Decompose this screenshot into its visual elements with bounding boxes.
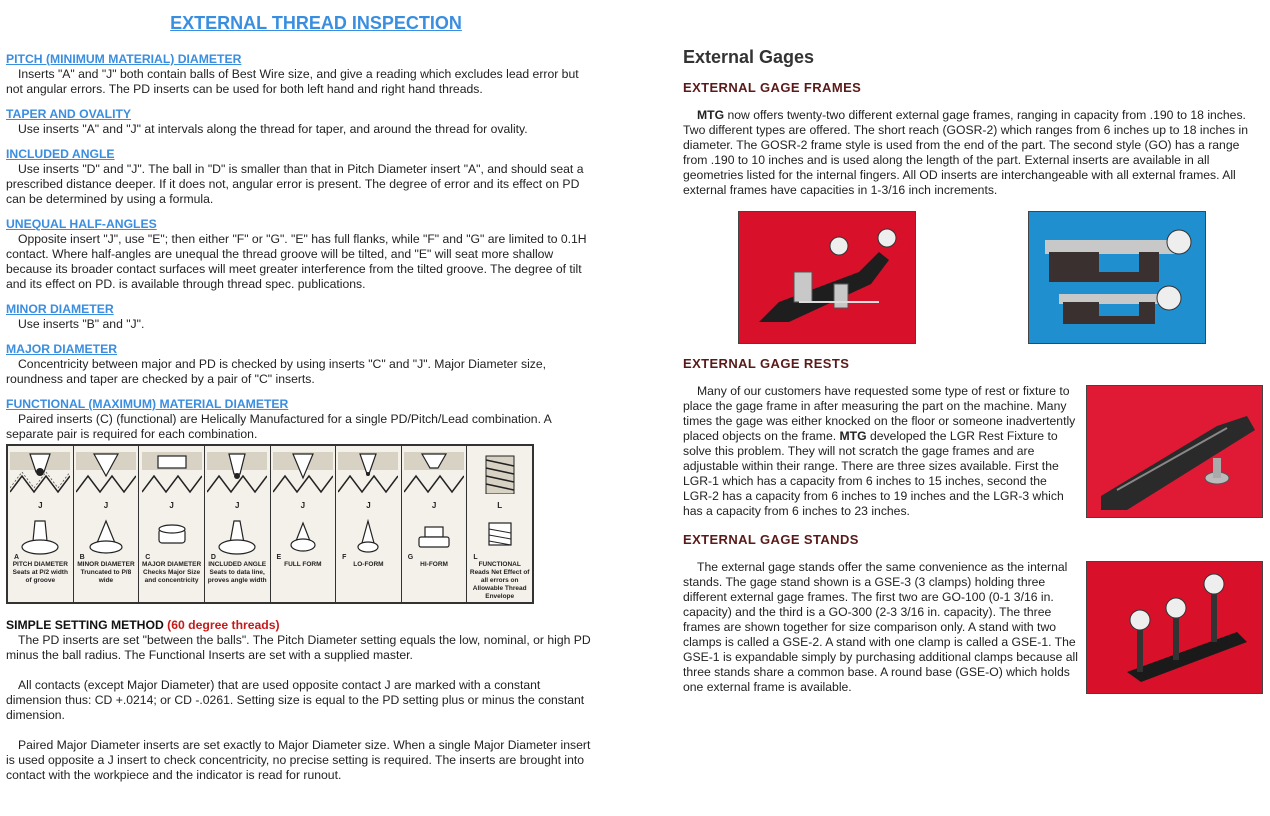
gage-stand-image <box>1087 562 1262 693</box>
brand-name: MTG <box>697 108 725 122</box>
opposing-insert-letter: J <box>38 501 43 510</box>
gage-frames-body <box>683 108 1253 198</box>
section-functional-diameter <box>6 397 596 442</box>
insert-caption: PITCH DIAMETER Seats at P/2 width of groove <box>12 561 68 584</box>
gage-stands-heading: EXTERNAL GAGE STANDS <box>683 532 859 547</box>
section-heading[interactable]: INCLUDED ANGLE <box>6 147 115 161</box>
section-minor-diameter <box>6 302 596 332</box>
opposing-insert-letter: L <box>497 501 503 510</box>
hi-form-insert-icon <box>411 517 457 557</box>
major-insert-icon <box>149 517 195 557</box>
insert-caption: LO-FORM <box>353 561 384 568</box>
opposing-insert-letter: J <box>169 501 174 510</box>
thread-contact-icon <box>273 452 333 494</box>
gage-frames-photo-red <box>738 211 916 344</box>
insert-cell-c <box>139 446 205 602</box>
insert-letter: E <box>276 554 282 561</box>
insert-cell-e <box>271 446 337 602</box>
setting-heading <box>6 618 596 633</box>
gage-rests-body <box>683 384 1078 519</box>
gage-rest-photo <box>1086 385 1263 518</box>
insert-letter: A <box>14 554 20 561</box>
setting-paragraph: All contacts (except Major Diameter) that are used opposite contact J are marked with a constant dimension thus: CD +.0214; or CD -.0261. Setting size is equal to the PD setting plus or minus the constant dimension. <box>6 678 585 722</box>
gage-rests-section <box>683 356 1078 519</box>
section-included-angle <box>6 147 596 207</box>
insert-cell-g <box>402 446 468 602</box>
section-heading[interactable]: UNEQUAL HALF-ANGLES <box>6 217 157 231</box>
insert-letter: C <box>145 554 151 561</box>
section-body: Use inserts "D" and "J". The ball in "D" is smaller than that in Pitch Diameter insert "A", and should seat a prescribed distance deeper. If it does not, angular error is present. The degree of error and its effect on PD can be determined by using a formula. <box>6 162 584 206</box>
setting-paragraph: The PD inserts are set "between the balls". The Pitch Diameter setting equals the low, nominal, or high PD minus the ball radius. The Functional Inserts are set with a supplied master. <box>6 633 591 662</box>
page-title[interactable]: EXTERNAL THREAD INSPECTION <box>170 13 462 33</box>
section-unequal-half-angles <box>6 217 596 292</box>
insert-caption: MINOR DIAMETER Truncated to P/8 wide <box>77 561 135 584</box>
insert-letter: G <box>407 554 414 561</box>
helical-thread-icon <box>470 452 530 494</box>
section-major-diameter <box>6 342 596 387</box>
opposing-insert-letter: J <box>431 501 437 510</box>
section-heading[interactable]: FUNCTIONAL (MAXIMUM) MATERIAL DIAMETER <box>6 397 289 411</box>
gage-rests-text-a: Many of our customers have requested some type of rest or fixture to place the gage frame in after measuring the part on the machine. Many times the gage was either knocked on the floor or someone inadvertently placed objects on the frame. <box>683 384 1076 443</box>
thread-contact-icon <box>338 452 398 494</box>
section-heading[interactable]: MAJOR DIAMETER <box>6 342 118 356</box>
thread-contact-icon <box>76 452 136 494</box>
section-body: Use inserts "B" and "J". <box>18 317 145 331</box>
gage-stand-photo <box>1086 561 1263 694</box>
insert-letter: L <box>473 554 478 561</box>
gage-stands-body: The external gage stands offer the same convenience as the internal stands. The gage stand shown is a GSE-3 (3 clamps) holding three different external gage frames. The first two are GO-100 (0-1 3/16 in. capacity) and the third is a GO-300 (2-3 3/16 in. capacity). The three frames are shown together for size comparison only. A stand with two clamps is called a GSE-2. A stand with one clamp is called a GSE-1. The GSE-1 is expandable simply by purchasing additional clamps because all three stands share a common base. A round base (GSE-O) which holds one external frame is available. <box>683 560 1078 694</box>
section-pitch-diameter <box>6 52 596 97</box>
section-body: Use inserts "A" and "J" at intervals along the thread for taper, and around the thread for ovality. <box>18 122 528 136</box>
right-column <box>683 44 1263 198</box>
external-gages-title: External Gages <box>683 47 815 67</box>
gage-frames-heading: EXTERNAL GAGE FRAMES <box>683 80 862 95</box>
insert-caption: FUNCTIONAL Reads Net Effect of all errors on Allowable Thread Envelope <box>469 561 530 600</box>
gage-rest-image <box>1087 386 1262 517</box>
gage-frame-image <box>1029 212 1205 343</box>
gage-frames-text: now offers twenty-two different external gage frames, ranging in capacity from .190 to 18 inches. Two different types are offered. The short reach (GOSR-2) which ranges from 6 inches up to 18 inches in diameter. The GOSR-2 frame style is used from the end of the part. The second style (GO) has a range from .190 to 10 inches and is used along the length of the part. External inserts are available in all geometries listed for the internal fingers. All OD inserts are interchangeable with all external frames. All external frames have capacities in 1-3/16 inch increments. <box>683 108 1248 197</box>
insert-cell-b <box>74 446 140 602</box>
section-body: Opposite insert "J", use "E"; then either "F" or "G". "E" has full flanks, while "F" and "G" are limited to 0.1H contact. Where half-angles are unequal the thread groove will be tilted, and "E" will seat more shallow because its broader contact surfaces will meet greater interference from the tilted groove. The degree of tilt and its effect on PD. is available through thread spec. publications. <box>6 232 587 291</box>
insert-caption: INCLUDED ANGLE Seats to data line, proves angle width <box>207 561 267 584</box>
brand-name: MTG <box>839 429 867 443</box>
insert-cell-a <box>8 446 74 602</box>
insert-cell-f <box>336 446 402 602</box>
insert-caption: MAJOR DIAMETER Checks Major Size and concentricity <box>141 561 202 584</box>
insert-caption: HI-FORM <box>420 561 448 568</box>
inserts-diagram <box>6 444 534 604</box>
setting-paragraph: Paired Major Diameter inserts are set exactly to Major Diameter size. When a single Major Diameter insert is used opposite a J insert to check concentricity, no precise setting is required. The inserts are brought into contact with the workpiece and the indicator is read for runout. <box>6 738 591 782</box>
gage-rests-heading: EXTERNAL GAGE RESTS <box>683 356 850 371</box>
lo-form-insert-icon <box>345 517 391 557</box>
section-heading[interactable]: MINOR DIAMETER <box>6 302 114 316</box>
opposing-insert-letter: J <box>234 501 240 510</box>
section-body: Inserts "A" and "J" both contain balls of Best Wire size, and give a reading which excludes lead error but not angular errors. The PD inserts can be used for both left hand and right hand threads. <box>6 67 579 96</box>
section-taper-ovality <box>6 107 596 137</box>
gage-stands-section <box>683 532 1078 695</box>
insert-caption: FULL FORM <box>284 561 322 568</box>
opposing-insert-letter: J <box>103 501 109 510</box>
section-body: Paired inserts (C) (functional) are Helically Manufactured for a single PD/Pitch/Lead combination. A separate pair is required for each combination. <box>6 412 552 441</box>
gage-rests-text-b: developed the LGR Rest Fixture to solve this problem. They will not scratch the gage frames and are adjustable within their range. There are three sizes available. First the LGR-1 which has a capacity from 6 inches to 15 inches, second the LGR-2 has a capacity from 6 inches to 19 inches and the LGR-3 which has a capacity from 6 inches to 23 inches. <box>683 429 1064 518</box>
insert-letter: B <box>79 554 85 561</box>
setting-heading-text: SIMPLE SETTING METHOD <box>6 618 164 632</box>
gage-frame-image <box>739 212 915 343</box>
full-form-insert-icon <box>280 517 326 557</box>
setting-heading-note: (60 degree threads) <box>167 618 280 632</box>
minor-insert-icon <box>83 517 129 557</box>
setting-method <box>6 618 596 783</box>
opposing-insert-letter: J <box>366 501 371 510</box>
gage-frames-photo-blue <box>1028 211 1206 344</box>
section-heading[interactable]: TAPER AND OVALITY <box>6 107 132 121</box>
thread-contact-icon <box>10 452 70 494</box>
thread-contact-icon <box>207 452 267 494</box>
insert-cell-l <box>467 446 532 602</box>
section-body: Concentricity between major and PD is checked by using inserts "C" and "J". Major Diameter size, roundness and taper are checked by a pair of "C" inserts. <box>6 357 547 386</box>
insert-letter: D <box>210 554 216 561</box>
functional-insert-icon <box>477 517 523 557</box>
insert-cell-d <box>205 446 271 602</box>
angle-insert-icon <box>214 517 260 557</box>
thread-contact-icon <box>404 452 464 494</box>
left-column <box>6 10 596 798</box>
opposing-insert-letter: J <box>300 501 306 510</box>
insert-letter: F <box>342 554 347 561</box>
pitch-insert-icon <box>17 517 63 557</box>
thread-contact-icon <box>142 452 202 494</box>
section-heading[interactable]: PITCH (MINIMUM MATERIAL) DIAMETER <box>6 52 242 66</box>
